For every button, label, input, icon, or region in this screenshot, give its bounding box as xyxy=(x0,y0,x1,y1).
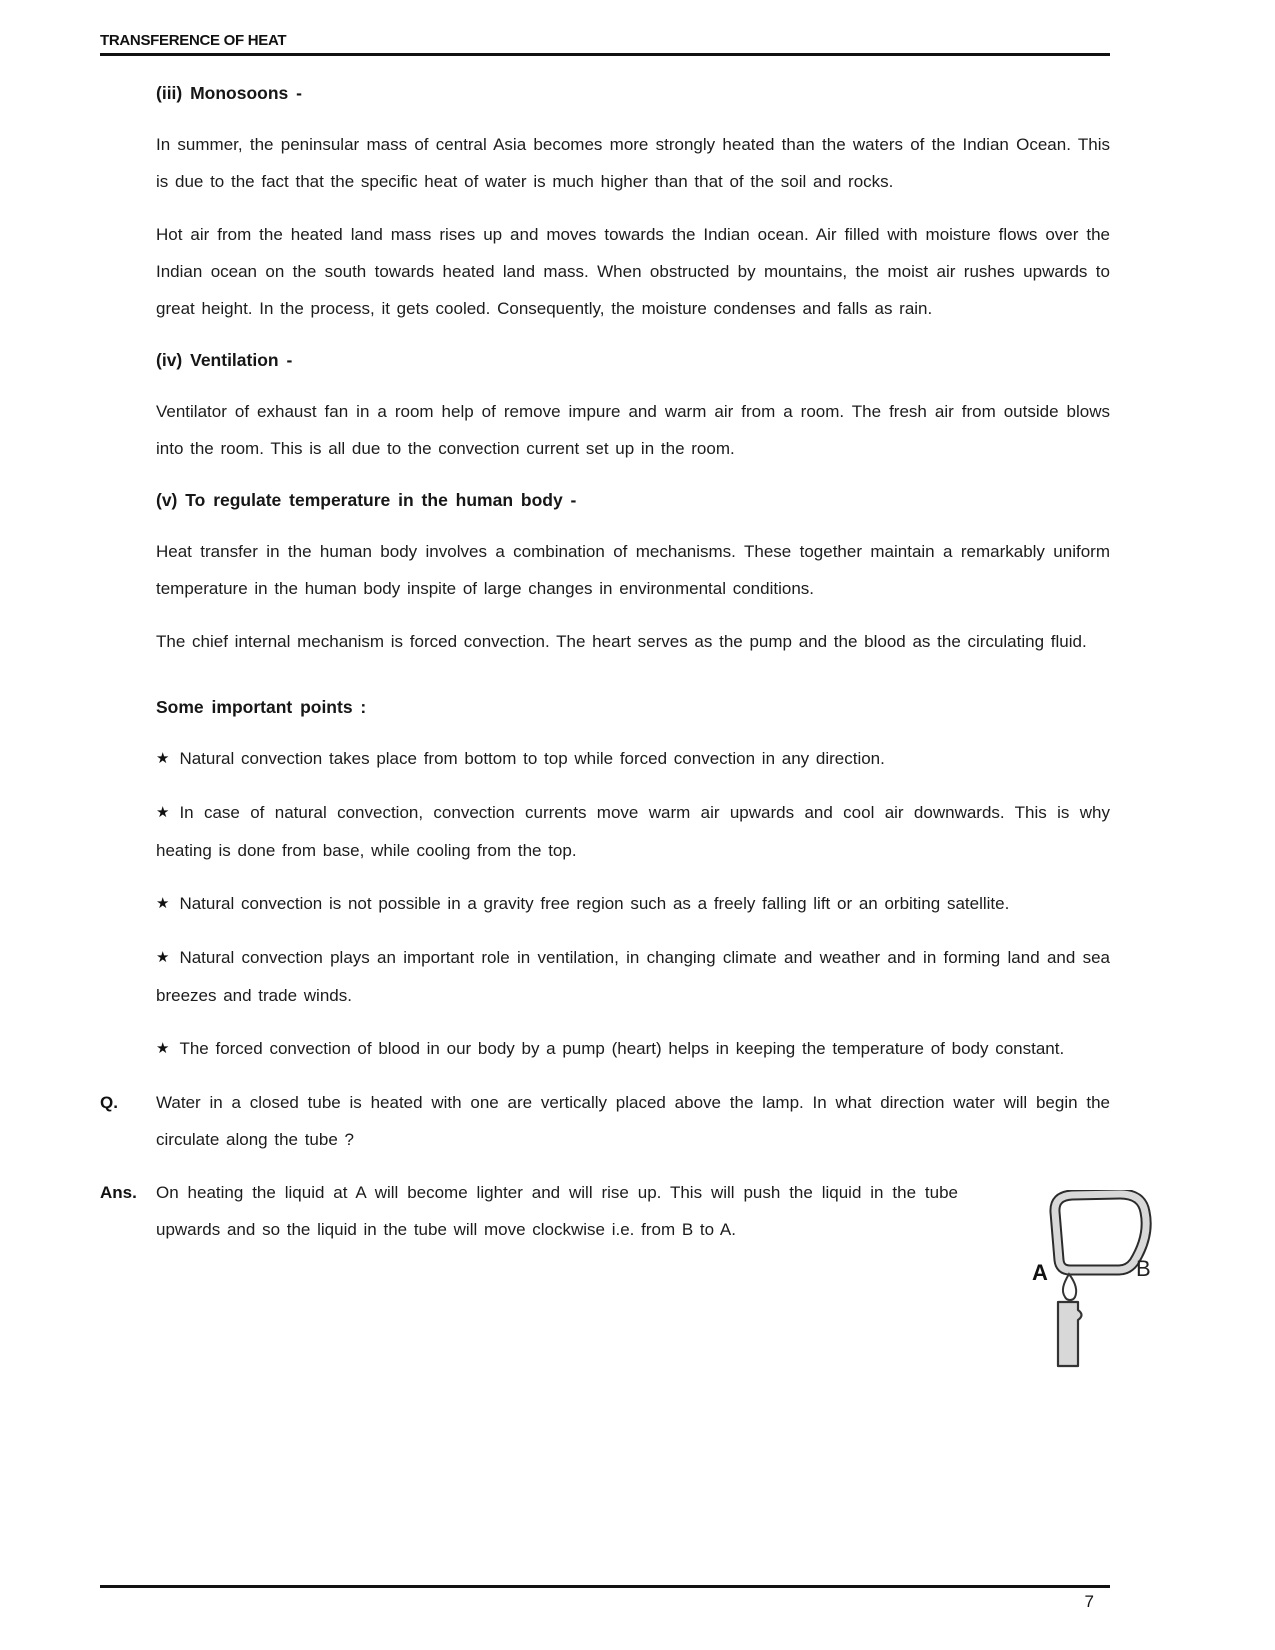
candle-body xyxy=(1058,1302,1082,1366)
paragraph-forced-convection: The chief internal mechanism is forced convection. The heart serves as the pump and the blood as the circulating fluid. xyxy=(156,632,1087,651)
question-text: Water in a closed tube is heated with one are vertically placed above the lamp. In what direction water will begin the circulate along the tube ? xyxy=(156,1093,1110,1149)
paragraph-ventilation: Ventilator of exhaust fan in a room help of remove impure and warm air from a room. The fresh air from outside blows into the room. This is all due to the convection current set up in the room. xyxy=(156,402,1110,458)
page-header xyxy=(100,32,1110,56)
page-footer xyxy=(100,1585,1110,1612)
answer-label: Ans. xyxy=(100,1183,137,1202)
question-row xyxy=(100,1084,1110,1158)
bullet-text: In case of natural convection, convection currents move warm air upwards and cool air downwards. This is why heating is done from base, while cooling from the top. xyxy=(156,803,1110,860)
header-title: TRANSFERENCE OF HEAT xyxy=(100,32,287,49)
bullet-item xyxy=(156,885,1110,923)
bullet-item xyxy=(156,1030,1110,1068)
label-b: B xyxy=(1136,1256,1151,1281)
closed-tube-lamp-diagram xyxy=(1012,1190,1157,1395)
paragraph-heat-transfer: Heat transfer in the human body involves a combination of mechanisms. These together maintain a remarkably uniform temperature in the human body inspite of large changes in environmental conditions. xyxy=(156,542,1110,598)
star-bullet-icon: ★ xyxy=(156,949,170,966)
answer-row xyxy=(100,1174,1151,1285)
bullet-text: Natural convection takes place from bottom to top while forced convection in any direction. xyxy=(179,749,885,768)
flame-icon xyxy=(1063,1274,1076,1300)
bullet-item xyxy=(156,939,1110,1014)
question-label: Q. xyxy=(100,1093,118,1112)
page-content xyxy=(100,60,1151,1285)
bullet-text: Natural convection plays an important role in ventilation, in changing climate and weather and in forming land and sea breezes and trade winds. xyxy=(156,948,1110,1005)
page-number: 7 xyxy=(1084,1592,1094,1611)
star-bullet-icon: ★ xyxy=(156,750,170,767)
bullet-item xyxy=(156,794,1110,869)
heading-monosoons: (iii) Monosoons - xyxy=(156,83,302,103)
bullet-item xyxy=(156,740,1110,778)
star-bullet-icon: ★ xyxy=(156,1040,170,1057)
paragraph-monsoon-2: Hot air from the heated land mass rises up and moves towards the Indian ocean. Air filled with moisture flows over the Indian ocean on the south towards heated land mass. When obstructed by mountains, the moist air rushes upwards to great height. In the process, it gets cooled. Consequently, the moisture condenses and falls as rain. xyxy=(156,225,1110,318)
closed-tube-loop xyxy=(1055,1194,1146,1270)
label-a: A xyxy=(1032,1260,1048,1285)
heading-regulate-temperature: (v) To regulate temperature in the human body - xyxy=(156,490,577,510)
answer-text: On heating the liquid at A will become lighter and will rise up. This will push the liquid in the tube upwards and so the liquid in the tube will move clockwise i.e. from B to A. xyxy=(156,1183,958,1239)
paragraph-monsoon-1: In summer, the peninsular mass of central Asia becomes more strongly heated than the waters of the Indian Ocean. This is due to the fact that the specific heat of water is much higher than that of the soil and rocks. xyxy=(156,135,1110,191)
star-bullet-icon: ★ xyxy=(156,804,170,821)
star-bullet-icon: ★ xyxy=(156,895,170,912)
bullet-text: Natural convection is not possible in a gravity free region such as a freely falling lift or an orbiting satellite. xyxy=(179,894,1010,913)
heading-ventilation: (iv) Ventilation - xyxy=(156,350,293,370)
bullet-text: The forced convection of blood in our body by a pump (heart) helps in keeping the temperature of body constant. xyxy=(179,1039,1065,1058)
heading-important-points: Some important points : xyxy=(156,697,367,717)
